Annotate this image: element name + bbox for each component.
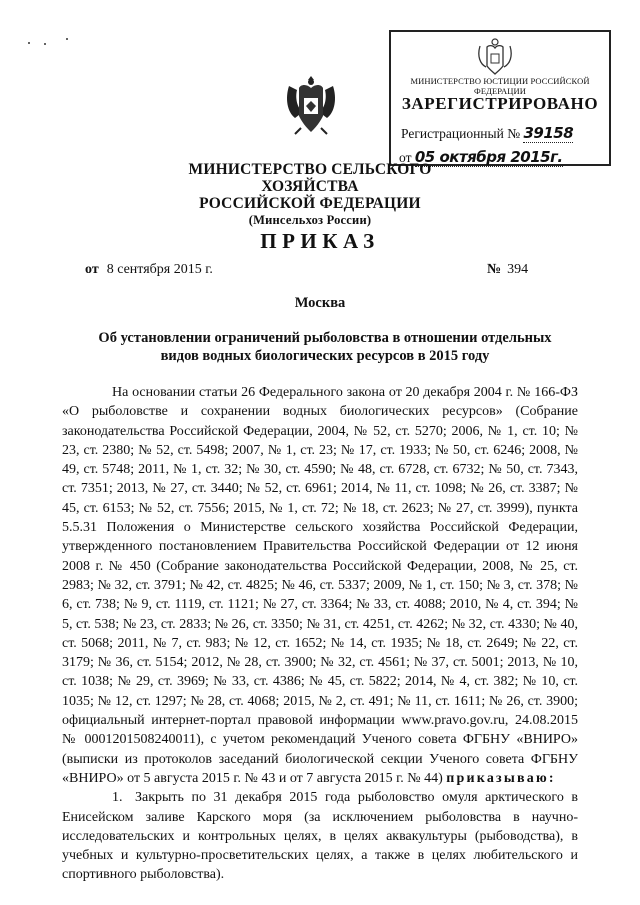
- preamble-paragraph: [62, 383, 578, 788]
- stamp-registered-text: ЗАРЕГИСТРИРОВАНО: [401, 94, 599, 113]
- stamp-emblem: [476, 36, 514, 76]
- preamble-text: На основании статьи 26 Федерального закона от 20 декабря 2004 г. № 166-ФЗ «О рыболовстве и сохранении водных биологических ресурсов» (Собрание законодательства Российской Федерации, 2004, № 52, ст. 5270; 2006, № 1, ст. 10; № 23, ст. 2380; № 52, ст. 5498; 2007, № 1, ст. 23; № 17, ст. 1933; № 50, ст. 6246; 2008, № 49, ст. 5748; 2011, № 1, ст. 32; № 30, ст. 4590; № 48, ст. 6728, ст. 6732; № 50, ст. 7343, ст. 7351; 2013, № 27, ст. 3440; № 52, ст. 6961; 2014, № 11, ст. 1098; № 26, ст. 3387; № 45, ст. 6153; № 52, ст. 7556; 2015, № 1, ст. 72; № 18, ст. 2623; № 27, ст. 3999), пункта 5.5.31 Положения о Министерстве сельского хозяйства Российской Федерации, утвержденного постановлением Правительства Российской Федерации от 12 июня 2008 г. № 450 (Собрание законодательства Российской Федерации, 2008, № 25, ст. 2983; № 32, ст. 3791; № 42, ст. 4825; № 46, ст. 5337; 2009, № 1, ст. 150; № 3, ст. 378; № 6, ст. 738; № 9, ст. 1119, ст. 1121; № 27, ст. 3364; № 33, ст. 4088; 2010, № 4, ст. 394; № 5, ст. 538; № 23, ст. 2833; № 26, ст. 3350; № 31, ст. 4251, ст. 4262; № 32, ст. 4330; № 40, ст. 5068; 2011, № 7, ст. 983; № 12, ст. 1652; № 14, ст. 1935; № 18, ст. 2649; № 22, ст. 3179; № 36, ст. 5154; 2012, № 28, ст. 3900; № 32, ст. 4561; № 37, ст. 5001; 2013, № 10, ст. 1038; № 29, ст. 3969; № 33, ст. 4386; № 45, ст. 5822; 2014, № 4, ст. 382; № 10, ст. 1035; № 12, ст. 1297; № 28, ст. 4068; 2015, № 2, ст. 491; № 11, ст. 1611; № 26, ст. 3900; официальный интернет-портал правовой информации www.pravo.gov.ru, 24.08.2015 № 0001201508240011), с учетом рекомендаций Ученого совета ФГБНУ «ВНИРО» (выписки из протоколов заседаний биологической секции Ученого совета ФГБНУ «ВНИРО» от 5 августа 2015 г. № 43 и от 7 августа 2015 г. № 44): [62, 385, 578, 786]
- ministry-heading: [140, 161, 480, 229]
- subject-line-2: видов водных биологических ресурсов в 2015 году: [160, 348, 490, 364]
- order-date-value: 8 сентября 2015 г.: [106, 262, 213, 277]
- order-subject: [90, 329, 560, 365]
- order-word: приказываю:: [446, 770, 556, 786]
- stamp-reg-label: Регистрационный №: [401, 126, 521, 141]
- city: Москва: [294, 295, 346, 311]
- item-1-text: Закрыть по 31 декабря 2015 года рыболовство омуля арктического в Енисейском заливе Карского моря (за исключением рыболовства в научно-исследовательских и контрольных целях, в целях аквакультуры (рыбоводства), в учебных и культурно-просветительских целях, а также в целях любительского и спортивного рыболовства).: [62, 790, 578, 883]
- order-number: [487, 262, 528, 278]
- document-title: ПРИКАЗ: [260, 229, 380, 253]
- order-date-prefix: от: [85, 262, 99, 277]
- ministry-line-2: РОССИЙСКОЙ ФЕДЕРАЦИИ: [199, 195, 421, 212]
- ministry-line-1: МИНИСТЕРСТВО СЕЛЬСКОГО ХОЗЯЙСТВА: [188, 161, 432, 195]
- scan-specks: [28, 38, 68, 48]
- subject-line-1: Об установлении ограничений рыболовства в отношении отдельных: [98, 330, 552, 346]
- stamp-date-handwritten: 05 октября 2015г.: [414, 148, 563, 166]
- order-number-label: №: [487, 262, 502, 277]
- order-date: [85, 262, 213, 278]
- stamp-registration-number: [401, 124, 573, 142]
- item-1-number: 1.: [112, 790, 123, 806]
- order-number-value: 394: [507, 262, 529, 277]
- stamp-reg-number-handwritten: 39158: [523, 124, 574, 142]
- order-item-1: [62, 788, 578, 884]
- stamp-ministry-text: МИНИСТЕРСТВО ЮСТИЦИИ РОССИЙСКОЙ ФЕДЕРАЦИИ: [410, 76, 590, 96]
- registration-stamp: [389, 30, 611, 166]
- stamp-date-label: от: [399, 150, 412, 165]
- coat-of-arms-emblem: [283, 72, 339, 138]
- document-body: [62, 383, 578, 885]
- ministry-short-name: (Минсельхоз России): [248, 213, 372, 227]
